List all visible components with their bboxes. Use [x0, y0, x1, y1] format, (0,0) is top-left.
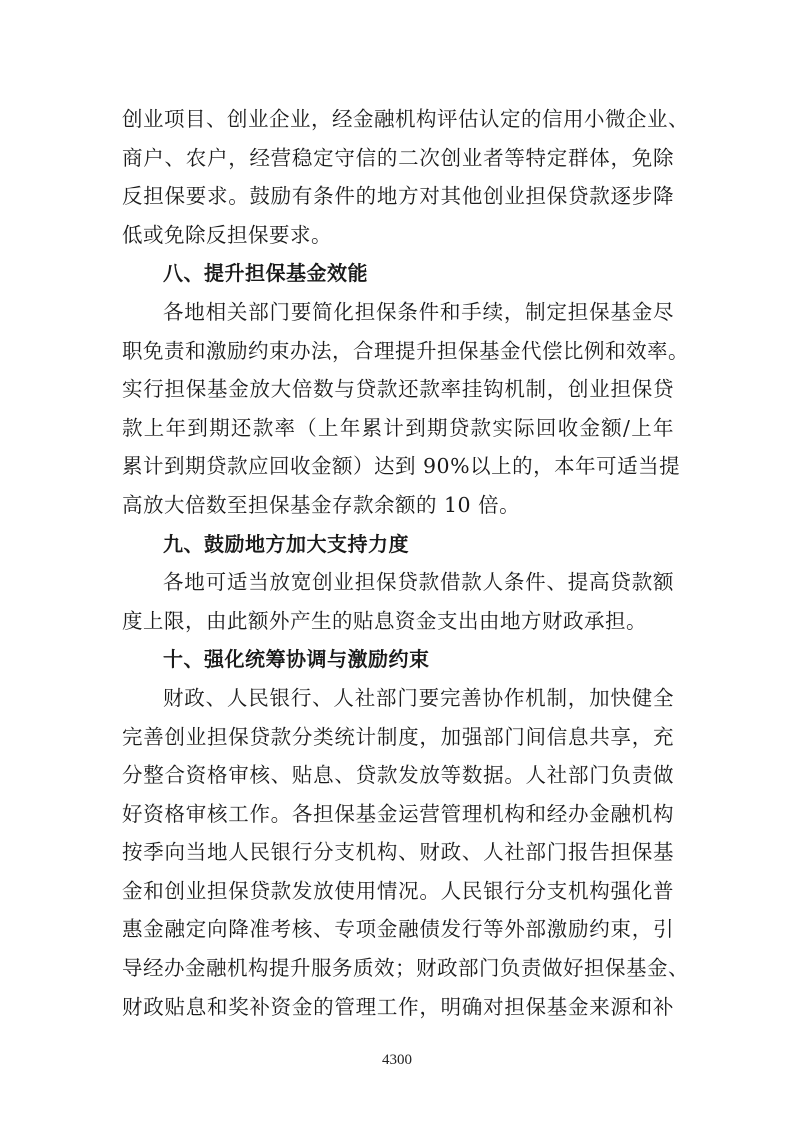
text-line: 导经办金融机构提升服务质效；财政部门负责做好担保基金、 [122, 956, 689, 981]
section-heading-10: 十、强化统筹协调与激励约束 [163, 647, 430, 672]
text-line: 惠金融定向降准考核、专项金融债发行等外部激励约束，引 [122, 917, 674, 942]
text-line: 款上年到期还款率（上年累计到期贷款实际回收金额/上年 [122, 415, 674, 440]
text-line: 金和创业担保贷款发放使用情况。人民银行分支机构强化普 [122, 878, 674, 903]
text-line: 完善创业担保贷款分类统计制度，加强部门间信息共享，充 [122, 724, 674, 749]
text-line: 高放大倍数至担保基金存款余额的 10 倍。 [122, 492, 521, 517]
text-line: 商户、农户，经营稳定守信的二次创业者等特定群体，免除 [122, 145, 674, 170]
text-line: 按季向当地人民银行分支机构、财政、人社部门报告担保基 [122, 840, 674, 865]
document-body [122, 100, 689, 1026]
text-line: 各地可适当放宽创业担保贷款借款人条件、提高贷款额 [163, 570, 674, 595]
paragraph-section-8 [122, 293, 689, 525]
text-line: 财政、人民银行、人社部门要完善协作机制，加快健全 [163, 685, 674, 710]
text-line: 反担保要求。鼓励有条件的地方对其他创业担保贷款逐步降 [122, 184, 674, 209]
text-line: 创业项目、创业企业，经金融机构评估认定的信用小微企业、 [122, 107, 689, 131]
paragraph-section-9 [122, 563, 674, 640]
text-line: 各地相关部门要简化担保条件和手续，制定担保基金尽 [163, 299, 674, 324]
text-line: 好资格审核工作。各担保基金运营管理机构和经办金融机构 [122, 801, 674, 826]
page-number: 4300 [382, 1052, 412, 1068]
text-line: 财政贴息和奖补资金的管理工作，明确对担保基金来源和补 [122, 994, 674, 1019]
text-line: 累计到期贷款应回收金额）达到 90%以上的，本年可适当提 [122, 454, 681, 479]
text-line: 低或免除反担保要求。 [122, 222, 332, 247]
text-line: 度上限，由此额外产生的贴息资金支出由地方财政承担。 [122, 608, 647, 633]
section-heading-9: 九、鼓励地方加大支持力度 [163, 531, 409, 556]
text-line: 职免责和激励约束办法，合理提升担保基金代偿比例和效率。 [122, 338, 689, 363]
text-line: 分整合资格审核、贴息、贷款发放等数据。人社部门负责做 [122, 763, 674, 788]
text-line: 实行担保基金放大倍数与贷款还款率挂钩机制，创业担保贷 [122, 377, 674, 402]
paragraph-continuation [122, 100, 689, 254]
paragraph-section-10 [122, 679, 689, 1026]
section-heading-8: 八、提升担保基金效能 [163, 261, 368, 286]
